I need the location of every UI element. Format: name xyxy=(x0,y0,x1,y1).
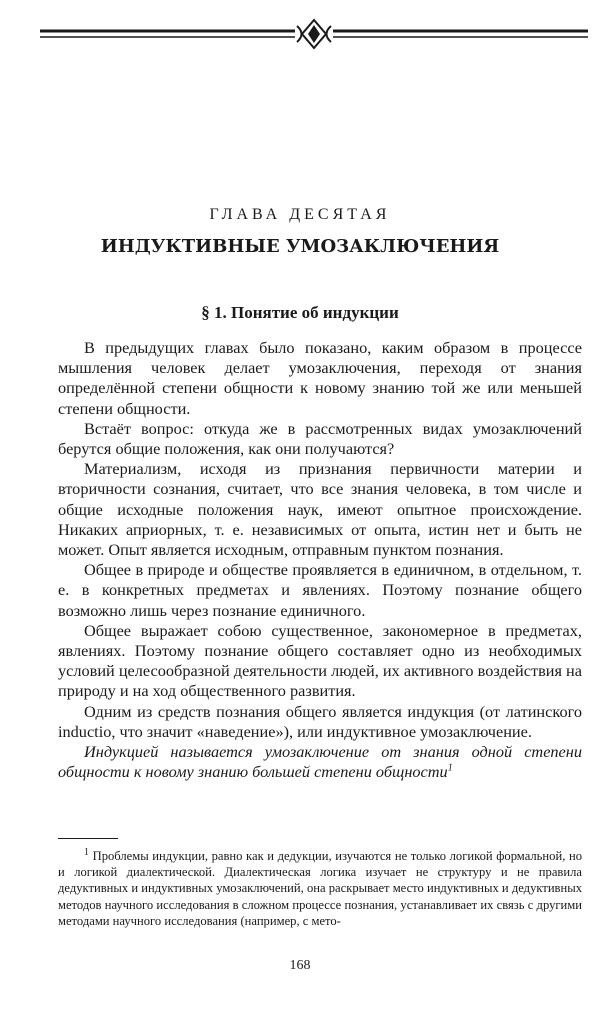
ornament-header xyxy=(40,18,588,54)
page-number: 168 xyxy=(289,958,311,973)
paragraph: Общее в природе и обществе проявляется в единичном, в отдельном, т. е. в конкретных предметах и явлениях. Поэтому познание общего возможно лишь через познание единичного. xyxy=(58,560,582,620)
paragraph: В предыдущих главах было показано, каким образом в процессе мышления человек делает умозаключения, переходя от знания определённой степени общности к новому знанию той же или меньшей степени общности. xyxy=(58,338,582,418)
definition-text: Индукцией называется умозаключение от знания одной степени общности к новому знанию большей степени общности xyxy=(58,742,582,782)
paragraph: Материализм, исходя из признания первичности материи и вторичности сознания, считает, что все знания человека, в том числе и общие исходные положения наук, имеют опытное происхождение. Никаких априорных, т. е. независимых от опыта, истин нет и быть не может. Опыт является исходным, отправным пунктом познания. xyxy=(58,459,582,560)
footnote-divider xyxy=(58,838,118,839)
footnote-marker: 1 xyxy=(84,846,89,858)
footnote xyxy=(58,848,582,929)
chapter-label: ГЛАВА ДЕСЯТАЯ xyxy=(209,206,391,223)
footnote-reference[interactable]: 1 xyxy=(447,762,453,774)
footnote-text: Проблемы индукции, равно как и дедукции, изучаются не только логикой формальной, но и логикой диалектической. Диалектическая логика изучает не структуру и не правила дедуктивных и индуктивных умозаключений, она раскрывает место индуктивных и дедуктивных методов научного исследования в сложном процессе познания, устанавливает их связь с другими методами научного исследования (например, с мето- xyxy=(58,849,582,928)
paragraph: Одним из средств познания общего является индукция (от латинского inductio, что значит «наведение»), или индуктивное умозаключение. xyxy=(58,701,582,741)
chapter-title: ИНДУКТИВНЫЕ УМОЗАКЛЮЧЕНИЯ xyxy=(100,236,500,257)
definition-paragraph xyxy=(58,742,582,782)
paragraph: Общее выражает собою существенное, закономерное в предметах, явлениях. Поэтому познание общего составляет одно из необходимых условий целесообразной деятельности людей, их активного воздействия на природу и на ход общественного развития. xyxy=(58,620,582,701)
body-text xyxy=(58,338,582,782)
paragraph: Встаёт вопрос: откуда же в рассмотренных видах умозаключений берутся общие положения, как они получаются? xyxy=(58,418,582,459)
section-title: § 1. Понятие об индукции xyxy=(201,303,399,322)
